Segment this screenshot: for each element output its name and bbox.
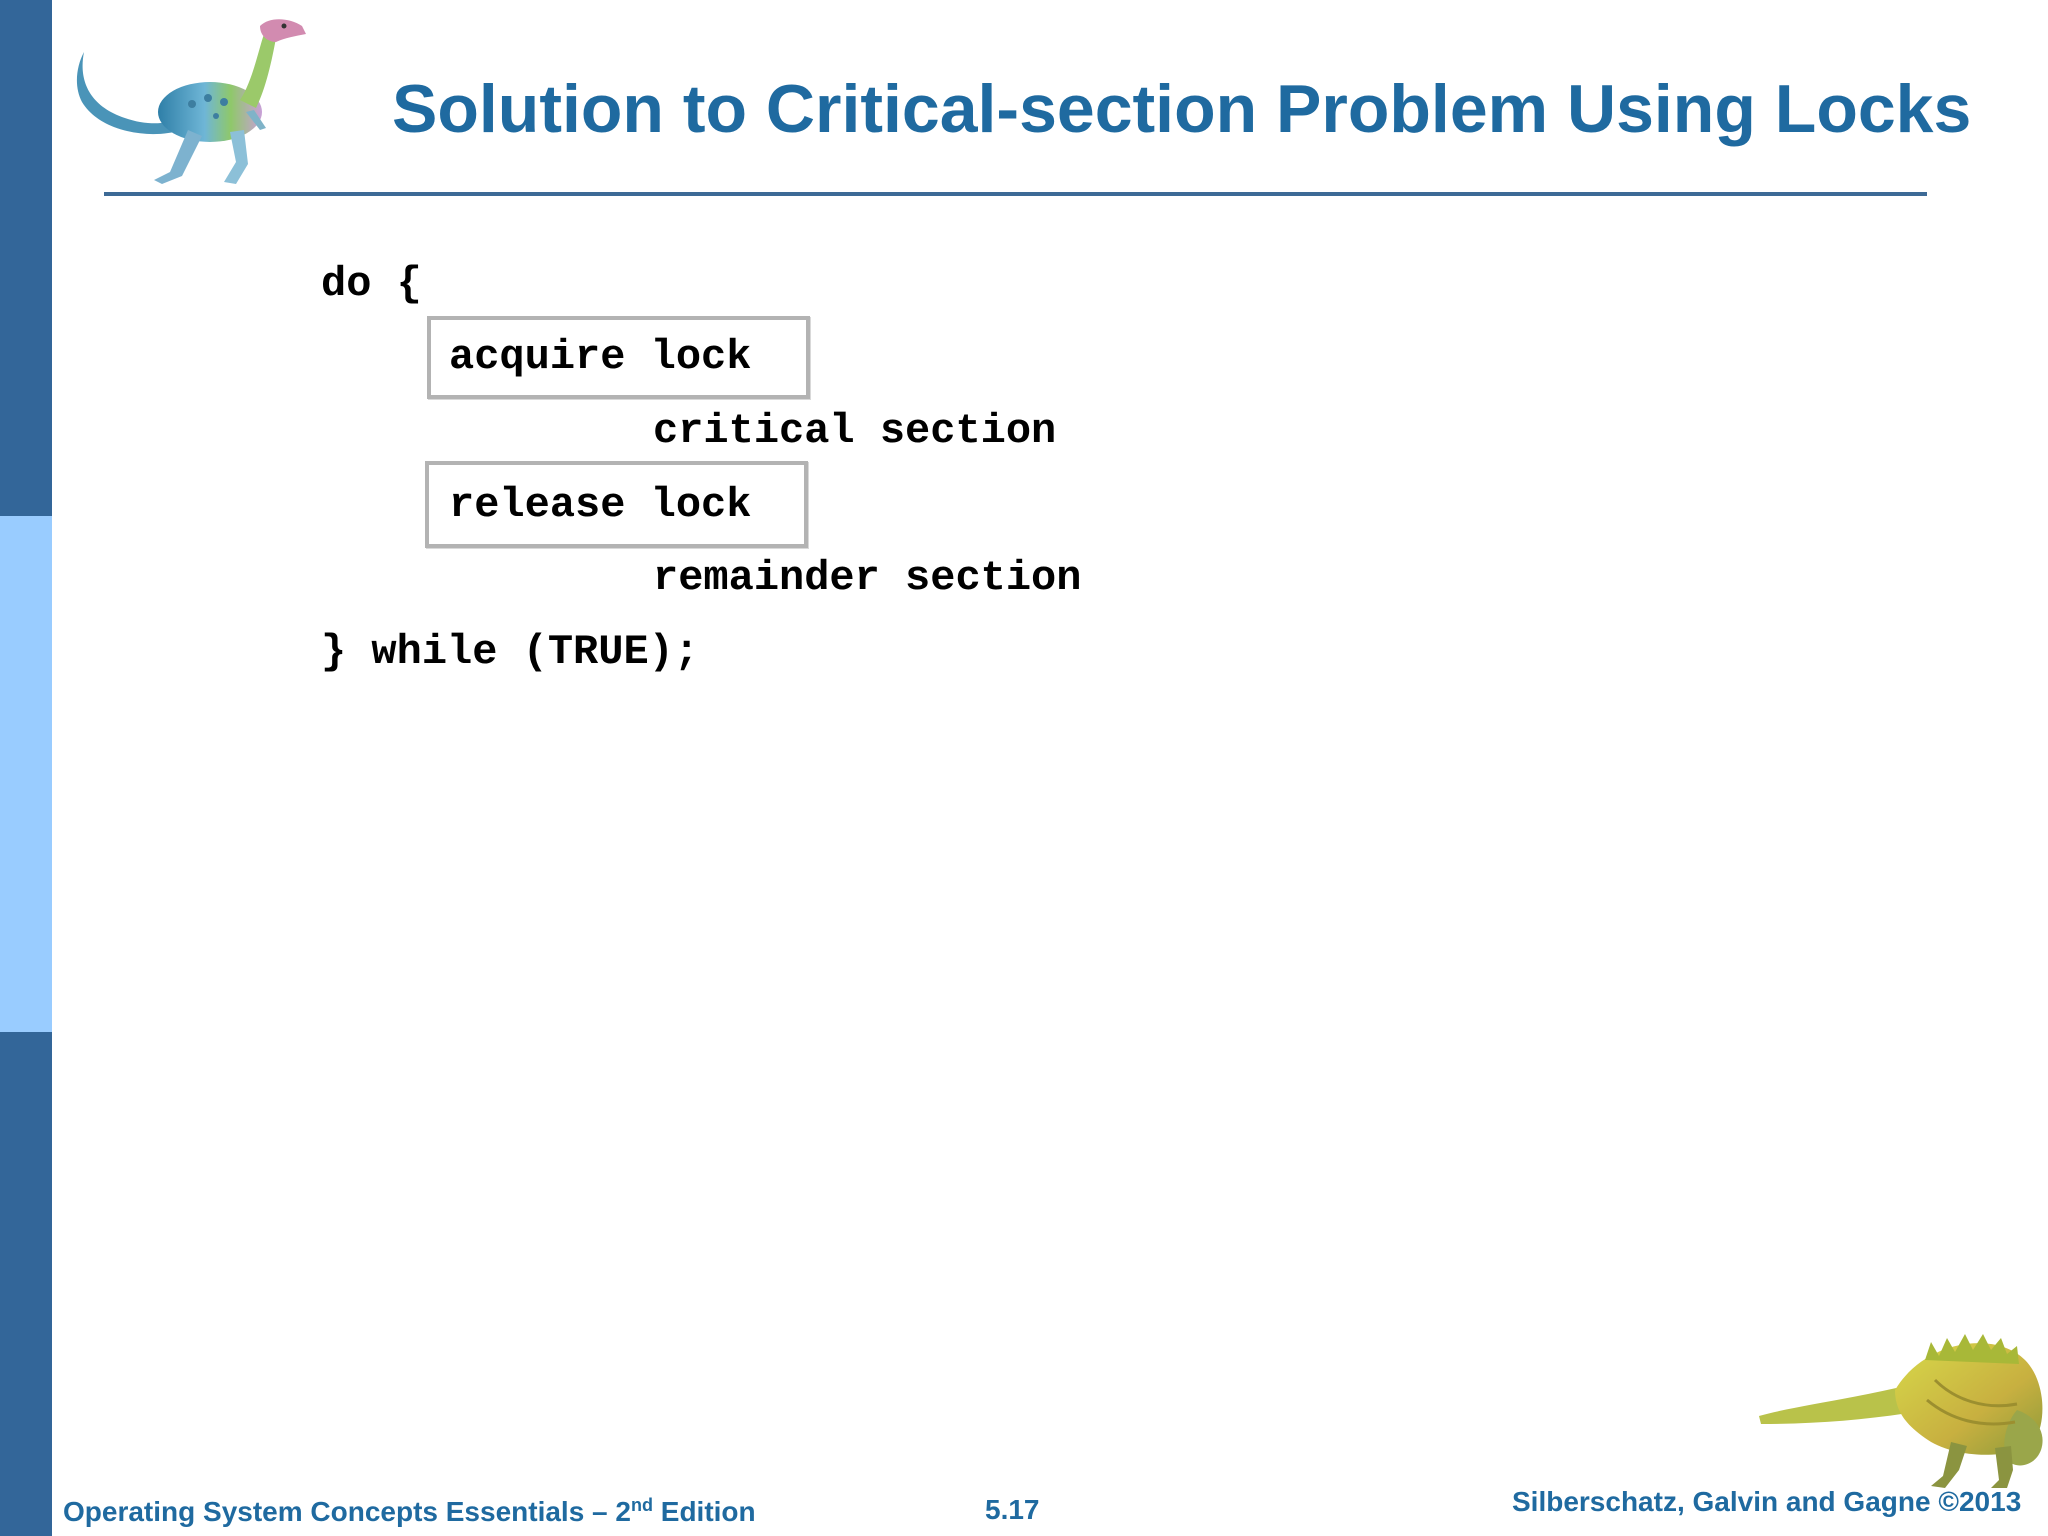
dinosaur-icon	[70, 12, 320, 192]
footer-book-title-prefix: Operating System Concepts Essentials – 2	[63, 1496, 631, 1527]
footer-copyright: Silberschatz, Galvin and Gagne ©2013	[1512, 1486, 2022, 1517]
code-remainder-section: remainder section	[653, 554, 1082, 602]
side-band-bottom	[0, 1032, 52, 1536]
code-acquire-lock: acquire lock	[449, 333, 752, 381]
slide-title: Solution to Critical-section Problem Using Locks	[392, 71, 1972, 147]
dinosaur-icon	[1755, 1320, 2048, 1490]
side-band-top	[0, 0, 52, 516]
code-line-while: } while (TRUE);	[321, 628, 700, 676]
code-critical-section: critical section	[653, 407, 1057, 455]
footer-edition-superscript: nd	[630, 1495, 653, 1515]
code-release-lock: release lock	[449, 481, 752, 529]
footer-book-title	[63, 1494, 756, 1530]
code-line-do: do {	[321, 260, 422, 308]
side-band-middle	[0, 516, 52, 1032]
title-divider	[104, 192, 1927, 196]
footer-page-number: 5.17	[985, 1494, 1040, 1525]
footer-edition-word: Edition	[652, 1496, 756, 1527]
